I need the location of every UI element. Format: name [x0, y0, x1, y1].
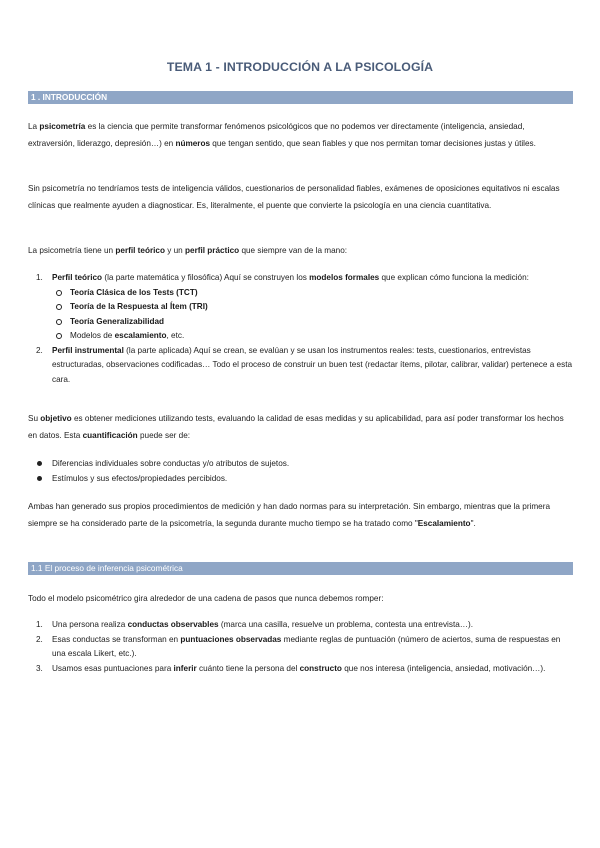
text: Su	[28, 414, 41, 423]
list-number: 3.	[36, 663, 43, 673]
quantification-bullets	[28, 456, 573, 486]
text: Usamos esas puntuaciones para	[52, 663, 174, 673]
term-psicometria: psicometría	[39, 122, 86, 131]
document-title: TEMA 1 - INTRODUCCIÓN A LA PSICOLOGÍA	[166, 60, 434, 74]
term-constructo: constructo	[299, 663, 342, 673]
sublist-item	[52, 329, 573, 344]
text: cuánto tiene la persona del	[196, 663, 300, 673]
list-number: 1.	[36, 273, 43, 282]
term-perfil-practico: perfil práctico	[185, 246, 240, 255]
text: es la ciencia que permite transformar fenómenos psicológicos que no podemos ver directamente (inteligencia, ansiedad, extraversión, liderazgo, depresión…) en	[28, 122, 525, 148]
list-item-step	[28, 662, 573, 677]
text: que explican cómo funciona la medición:	[379, 273, 529, 282]
bullet-dot-icon	[37, 461, 42, 466]
text: que siempre van de la mano:	[239, 246, 348, 255]
circle-bullet-icon	[56, 290, 62, 296]
list-item-step	[28, 618, 573, 633]
term-inferir: inferir	[173, 663, 197, 673]
term-perfil-instrumental: Perfil instrumental	[52, 345, 124, 355]
text: Diferencias individuales sobre conductas y/o atributos de sujetos.	[52, 459, 290, 468]
term-tct: Teoría Clásica de los Tests (TCT)	[70, 287, 198, 297]
term-conductas-observables: conductas observables	[127, 620, 219, 629]
term-escalamiento: escalamiento	[114, 331, 167, 340]
text: puede ser de:	[137, 431, 191, 440]
paragraph-objetivo	[28, 410, 573, 444]
text: que nos interesa (inteligencia, ansiedad, motivación…).	[341, 663, 546, 673]
bullet-item	[28, 471, 573, 486]
term-objetivo: objetivo	[40, 414, 72, 423]
circle-bullet-icon	[56, 304, 62, 310]
profiles-list	[28, 271, 573, 387]
text: mediante reglas de puntuación (número de aciertos, suma de respuestas en una escala Likert, etc.).	[52, 634, 561, 658]
term-numeros: números	[175, 139, 211, 148]
sublist-item	[52, 286, 573, 301]
list-number: 2.	[36, 634, 43, 644]
paragraph-sin-psicometria: Sin psicometría no tendríamos tests de inteligencia válidos, cuestionarios de personalidad fiables, exámenes de oposiciones equitativos ni escalas clínicas que realmente ayuden a diagnosticar. Es, literalmente, el puente que convierte la psicología en una ciencia cuantitativa.	[28, 184, 560, 210]
sublist-item	[52, 315, 573, 330]
paragraph-cadena-pasos: Todo el modelo psicométrico gira alrededor de una cadena de pasos que nunca debemos romper:	[28, 594, 384, 603]
bullet-dot-icon	[37, 476, 42, 481]
list-item-step	[28, 633, 573, 662]
steps-list	[28, 618, 573, 676]
paragraph-psicometria-definition	[28, 118, 573, 152]
models-sublist	[52, 286, 573, 344]
text: (marca una casilla, resuelve un problema, contesta una entrevista…).	[218, 620, 473, 629]
term-perfil-teorico: perfil teórico	[115, 246, 165, 255]
bullet-item	[28, 456, 573, 471]
text: ".	[470, 519, 476, 528]
section-heading-inferencia: 1.1 El proceso de inferencia psicométrica	[28, 562, 573, 575]
list-number: 1.	[36, 620, 43, 629]
paragraph-ambas	[28, 498, 573, 532]
list-number: 2.	[36, 345, 43, 355]
text: Ambas han generado sus propios procedimientos de medición y han dado normas para su interpretación. Sin embargo, mientras que la primera siempre se ha considerado parte de la psicometría, la segunda durante mucho tiempo se ha tratado como "	[28, 502, 551, 528]
text: La	[28, 122, 40, 131]
term-tri: Teoría de la Respuesta al Ítem (TRI)	[70, 302, 208, 311]
text: La psicometría tiene un	[28, 246, 116, 255]
text: (la parte aplicada) Aquí se crean, se evalúan y se usan los instrumentos reales: tests, cuestionarios, entrevistas estructuradas, observaciones codificadas… Todo el proceso de construir un buen test (redactar ítems, pilotar, calibrar, validar) pertenece a esta cara.	[52, 345, 573, 384]
list-item-perfil-instrumental	[28, 344, 573, 388]
circle-bullet-icon	[56, 333, 62, 339]
section-heading-introduccion: 1 . INTRODUCCIÓN	[28, 91, 573, 104]
term-puntuaciones-observadas: puntuaciones observadas	[180, 634, 282, 644]
paragraph-perfiles-intro	[28, 242, 573, 259]
term-generalizabilidad: Teoría Generalizabilidad	[70, 316, 165, 326]
text: y un	[164, 246, 186, 255]
text: es obtener mediciones utilizando tests, evaluando la calidad de esas medidas y su aplicabilidad, para así poder transformar los hechos en datos. Esta	[28, 414, 564, 440]
text: , etc.	[166, 331, 185, 340]
text: Modelos de	[70, 331, 115, 340]
circle-bullet-icon	[56, 319, 62, 325]
text: que tengan sentido, que sean fiables y que nos permitan tomar decisiones justas y útiles.	[210, 139, 536, 148]
text: Estímulos y sus efectos/propiedades percibidos.	[52, 474, 228, 483]
term-perfil-teorico: Perfil teórico	[52, 273, 103, 282]
list-item-perfil-teorico	[28, 271, 573, 344]
sublist-item	[52, 300, 573, 315]
term-escalamiento: Escalamiento	[417, 519, 471, 528]
text: Una persona realiza	[52, 620, 128, 629]
term-modelos-formales: modelos formales	[309, 273, 380, 282]
term-cuantificacion: cuantificación	[82, 431, 138, 440]
text: (la parte matemática y filosófica) Aquí se construyen los	[102, 273, 310, 282]
text: Esas conductas se transforman en	[52, 634, 181, 644]
